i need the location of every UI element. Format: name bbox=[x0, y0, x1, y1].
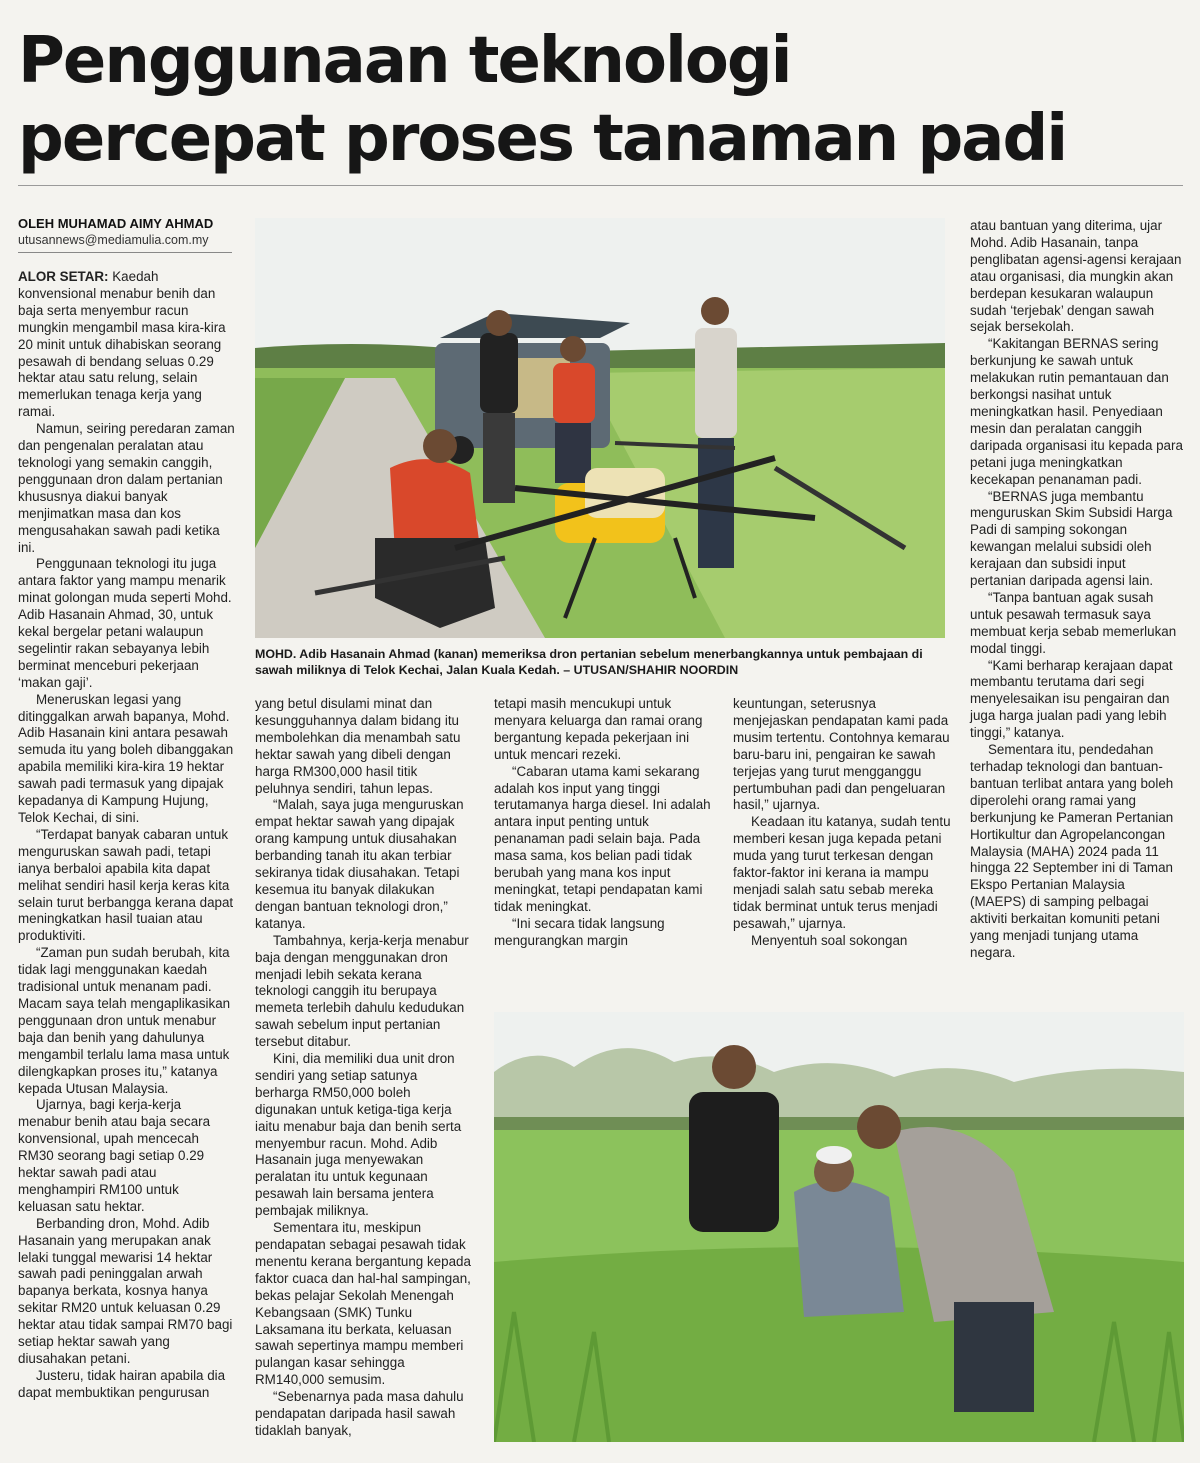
paddy-field-illustration bbox=[494, 1012, 1184, 1442]
paragraph: “Zaman pun sudah berubah, kita tidak lagi menggunakan kaedah tradisional untuk menanam padi. Macam saya telah mengaplikasikan penggunaan dron untuk menabur baja dan benih yang dahulunya mengambil terlalu lama masa untuk dilengkapkan proses itu,” katanya kepada Utusan Malaysia. bbox=[18, 945, 231, 1096]
caption-text: MOHD. Adib Hasanain Ahmad (kanan) memeriksa dron pertanian sebelum menerbangkannya untuk pembajaan di sawah miliknya di Telok Kechai, Jalan Kuala Kedah. – bbox=[255, 647, 923, 677]
article-column-2 bbox=[255, 696, 473, 1440]
paragraph: keuntungan, seterusnya menjejaskan pendapatan kami pada musim tertentu. Contohnya kemarau baru-baru ini, pengairan ke sawah terjejas yang turut mengganggu pertumbuhan padi dan pengeluaran hasil,” ujarnya. bbox=[733, 696, 950, 813]
paragraph: atau bantuan yang diterima, ujar Mohd. Adib Hasanain, tanpa penglibatan agensi-agensi kerajaan atau organisasi, dia mungkin akan berdepan kesukaran walaupun sudah ‘terjebak’ dengan sawah sejak bersekolah. bbox=[970, 218, 1182, 335]
paragraph: “Tanpa bantuan agak susah untuk pesawah termasuk saya membuat kerja sebab memerlukan modal tinggi. bbox=[970, 589, 1177, 656]
article-column-1 bbox=[18, 269, 235, 1402]
paragraph: Sementara itu, meskipun pendapatan sebagai pesawah tidak menentu kerana bergantung kepada faktor cuaca dan hal-hal sampingan, bekas pelajar Sekolah Menengah Kebangsaan (SMK) Tunku Laksamana itu berkata, keluasan sawah sepertinya mampu memberi pulangan kasar sehingga RM140,000 semusim. bbox=[255, 1220, 471, 1388]
paragraph: Penggunaan teknologi itu juga antara faktor yang mampu menarik minat golongan muda seperti Mohd. Adib Hasanain Ahmad, 30, untuk kekal bergelar petani walaupun segelintir rakan sebayanya lebih berminat menceburi pekerjaan ‘makan gaji’. bbox=[18, 556, 232, 690]
headline-line-1: Penggunaan teknologi bbox=[18, 24, 791, 98]
byline-name: OLEH MUHAMAD AIMY AHMAD bbox=[18, 216, 214, 231]
paragraph: Berbanding dron, Mohd. Adib Hasanain yang merupakan anak lelaki tunggal mewarisi 14 hektar sawah padi peninggalan arwah bapanya berkata, kosnya hanya sekitar RM20 untuk keluasan 0.29 hektar atau tidak sampai RM70 bagi setiap hektar sawah yang diusahakan petani. bbox=[18, 1215, 233, 1366]
paragraph: “Malah, saya juga menguruskan empat hektar sawah yang dipajak orang kampung untuk diusahakan berbanding tanah itu akan terbiar sekiranya tidak diusahakan. Tetapi kesemua itu banyak dilakukan dengan bantuan teknologi dron,” katanya. bbox=[255, 797, 464, 931]
paragraph: Menyentuh soal sokongan bbox=[751, 932, 908, 948]
paragraph: yang betul disulami minat dan kesungguhannya dalam bidang itu membolehkan dia menambah satu hektar sawah yang dibeli dengan harga RM300,000 hasil titik peluhnya sendiri, tahun lepas. bbox=[255, 696, 461, 796]
paragraph: Namun, seiring peredaran zaman dan pengenalan peralatan atau teknologi yang semakin canggih, penggunaan dron dalam pertanian khususnya diakui banyak menjimatkan masa dan kos mengusahakan sawah padi ketika ini. bbox=[18, 421, 235, 555]
paragraph: Meneruskan legasi yang ditinggalkan arwah bapanya, Mohd. Adib Hasanain kini antara pesawah semuda itu yang boleh dibanggakan apabila memiliki kira-kira 19 hektar sawah padi termasuk yang dipajak kepadanya di Kampung Hujung, Telok Kechai, di sini. bbox=[18, 691, 234, 825]
article-column-5 bbox=[970, 218, 1184, 962]
paragraph: “Kami berharap kerajaan dapat membantu terutama dari segi menyelesaikan isu pengairan dan juga harga jualan padi yang lebih tinggi,” katanya. bbox=[970, 657, 1173, 741]
article-column-4 bbox=[733, 696, 951, 950]
paragraph: “Ini secara tidak langsung mengurangkan margin bbox=[494, 915, 665, 948]
paragraph: ALOR SETAR: Kaedah konvensional menabur benih dan baja serta menyembur racun mungkin mengambil masa kira-kira 20 minit untuk dihabiskan seorang pesawah di bendang seluas 0.29 hektar atau satu relung, selain memerlukan tenaga kerja yang ramai. bbox=[18, 269, 226, 420]
headline-divider bbox=[18, 185, 1183, 186]
article-column-3 bbox=[494, 696, 712, 950]
byline-divider bbox=[18, 252, 232, 253]
paragraph: Tambahnya, kerja-kerja menabur baja dengan menggunakan dron menjadi lebih sekata kerana teknologi canggih itu berupaya memeta terlebih dahulu kedudukan sawah sebelum input pertanian tersebut ditabur. bbox=[255, 932, 469, 1050]
paragraph: Sementara itu, pendedahan terhadap teknologi dan bantuan-bantuan terlibat antara yang boleh diperolehi orang ramai yang berkunjung ke Pameran Pertanian Hortikultur dan Agropelancongan Malaysia (MAHA) 2024 pada 11 hingga 22 September ini di Taman Ekspo Pertanian Malaysia (MAEPS) di samping pelbagai aktiviti berkaitan komuniti petani yang menjadi tunjang utama negara. bbox=[970, 742, 1174, 960]
paragraph: Ujarnya, bagi kerja-kerja menabur benih atau baja secara konvensional, upah mencecah RM30 seorang bagi setiap 0.29 hektar sawah padi atau menghampiri RM100 untuk keluasan satu hektar. bbox=[18, 1097, 211, 1214]
paragraph: “Terdapat banyak cabaran untuk menguruskan sawah padi, tetapi ianya berbaloi apabila kita dapat melihat sendiri hasil kerja keras kita selain turut berbangga kerana dapat meningkatkan hasil tuaian atau produktiviti. bbox=[18, 826, 234, 944]
paragraph: “Kakitangan BERNAS sering berkunjung ke sawah untuk melakukan rutin pemantauan dan berkongsi nasihat untuk meningkatkan hasil. Penyediaan mesin dan peralatan canggih daripada organisasi itu kepada para petani juga meningkatkan kecekapan penanaman padi. bbox=[970, 336, 1183, 487]
drone-photo bbox=[255, 218, 945, 638]
paragraph: Justeru, tidak hairan apabila dia dapat membuktikan pengurusan bbox=[18, 1367, 226, 1400]
headline bbox=[18, 22, 1118, 178]
paragraph: “Sebenarnya pada masa dahulu pendapatan daripada hasil sawah tidaklah banyak, bbox=[255, 1389, 464, 1438]
paragraph: tetapi masih mencukupi untuk menyara keluarga dan ramai orang bergantung kepada pekerjaan ini untuk mencari rezeki. bbox=[494, 696, 703, 762]
paragraph: Keadaan itu katanya, sudah tentu memberi kesan juga kepada petani muda yang turut terkesan dengan faktor-faktor ini kerana ia mampu menjadi salah satu sebab mereka tidak berminat untuk terus menjadi pesawah,” ujarnya. bbox=[733, 814, 951, 931]
headline-line-2: percepat proses tanaman padi bbox=[18, 102, 1067, 176]
photo-credit: UTUSAN/SHAHIR NOORDIN bbox=[573, 663, 739, 677]
paragraph: “BERNAS juga membantu menguruskan Skim Subsidi Harga Padi di samping sokongan kewangan melalui subsidi oleh kerajaan dan subsidi input pertanian daripada agensi lain. bbox=[970, 488, 1173, 589]
paddy-field-photo bbox=[494, 1012, 1184, 1442]
photo-caption bbox=[255, 646, 945, 678]
dateline: ALOR SETAR: bbox=[18, 269, 109, 284]
paragraph: Kini, dia memiliki dua unit dron sendiri yang setiap satunya berharga RM50,000 boleh digunakan untuk ketiga-tiga kerja iaitu menabur baja dan benih serta menyembur racun. Mohd. Adib Hasanain juga menyewakan peralatan itu untuk kegunaan pesawah lain bersama jentera pembajak miliknya. bbox=[255, 1051, 462, 1219]
paragraph: “Cabaran utama kami sekarang adalah kos input yang tinggi terutamanya harga diesel. Ini adalah antara input penting untuk penanaman padi selain baja. Pada masa sama, kos belian padi tidak berubah yang mana kos input meningkat, tetapi pendapatan kami tidak meningkat. bbox=[494, 763, 711, 914]
byline-email: utusannews@mediamulia.com.my bbox=[18, 233, 209, 247]
byline bbox=[18, 216, 234, 248]
drone-photo-illustration bbox=[255, 218, 945, 638]
